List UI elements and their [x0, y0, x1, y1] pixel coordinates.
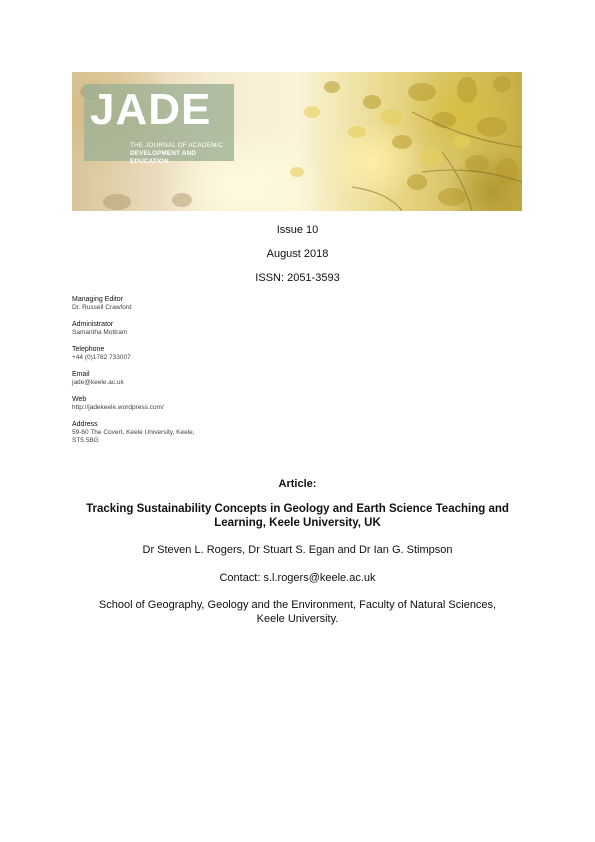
contact-telephone: Telephone +44 (0)1782 733007	[72, 346, 131, 361]
contact-email: Email jade@keele.ac.uk	[72, 371, 124, 386]
issue-date: August 2018	[266, 248, 329, 260]
logo-wordmark: JADE	[90, 85, 212, 134]
article-label: Article:	[278, 478, 317, 490]
article-contact[interactable]: Contact: s.l.rogers@keele.ac.uk	[219, 572, 376, 584]
contact-details	[72, 296, 332, 454]
contact-address: Address 59-60 The Covert, Keele University, Keele, ST5 5BG	[72, 421, 195, 444]
journal-logo	[84, 84, 234, 165]
issn: ISSN: 2051-3593	[255, 272, 340, 284]
logo-subtitle: THE JOURNAL OF ACADEMIC DEVELOPMENT AND EDUCATION	[130, 142, 224, 165]
article-title: Tracking Sustainability Concepts in Geology and Earth Science Teaching and Learning, Keele University, UK	[86, 503, 509, 529]
journal-banner	[72, 72, 522, 211]
contact-administrator: Administrator Samantha Mottram	[72, 321, 128, 336]
contact-managing-editor: Managing Editor Dr. Russell Crawford	[72, 296, 132, 311]
contact-web: Web http://jadekeele.wordpress.com/	[72, 396, 164, 411]
article-affiliation: School of Geography, Geology and the Environment, Faculty of Natural Sciences, Keele University.	[98, 599, 497, 625]
issue-number: Issue 10	[276, 224, 319, 236]
article-authors: Dr Steven L. Rogers, Dr Stuart S. Egan and Dr Ian G. Stimpson	[142, 544, 453, 556]
